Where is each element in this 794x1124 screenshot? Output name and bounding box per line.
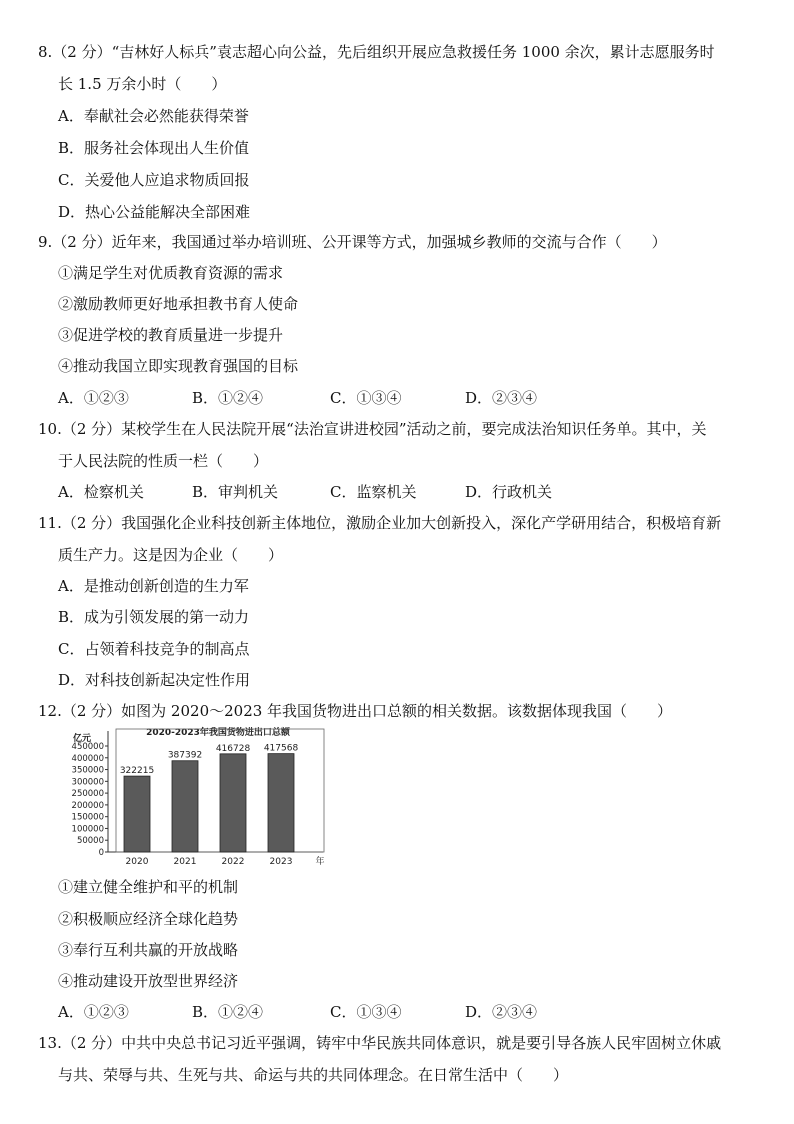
q10-stem-line1: 10.（2 分）某校学生在人民法院开展“法治宣讲进校园”活动之前，要完成法治知识任务单。其中，关: [38, 420, 707, 438]
y-tick-label-9: 0: [98, 848, 104, 858]
q9-statement-3: ③促进学校的教育质量进一步提升: [58, 326, 284, 344]
q10-choice-a[interactable]: A．检察机关: [58, 483, 144, 501]
y-tick-label-4: 250000: [71, 789, 104, 800]
q9-statement-2: ②激励教师更好地承担教书育人使命: [58, 295, 299, 313]
q8-stem-line1: 8.（2 分）“吉林好人标兵”袁志超心向公益，先后组织开展应急救援任务 1000 余次，累计志愿服务时: [38, 43, 715, 61]
bar-data-label-2020: 322215: [119, 766, 155, 777]
y-tick-label-0: 450000: [71, 742, 104, 752]
q9-choice-a[interactable]: A．①②③: [58, 389, 129, 407]
bar-2020: [124, 776, 150, 852]
bar-data-label-2022: 416728: [215, 743, 251, 754]
q12-statement-3: ③奉行互利共赢的开放战略: [58, 941, 239, 959]
x-tick-label-2021: 2021: [173, 857, 197, 867]
bar-data-label-2021: 387392: [167, 750, 203, 761]
q10-choice-b[interactable]: B．审判机关: [192, 483, 279, 501]
y-tick-label-6: 150000: [71, 812, 104, 823]
y-tick-label-8: 50000: [76, 836, 104, 847]
q9-statement-4: ④推动我国立即实现教育强国的目标: [58, 357, 299, 375]
q8-stem-line2: 长 1.5 万余小时（ ）: [58, 75, 227, 93]
bar-data-label-2023: 417568: [263, 743, 299, 754]
chart-title: 2020-2023年我国货物进出口总额: [146, 728, 290, 738]
chart-y-unit-label: 亿元: [72, 734, 92, 744]
bar-2021: [172, 761, 198, 852]
x-tick-label-2023: 2023: [269, 857, 293, 867]
q11-stem-line1: 11.（2 分）我国强化企业科技创新主体地位，激励企业加大创新投入，深化产学研用结合，积极培育新: [38, 514, 722, 532]
q12-choice-b[interactable]: B．①②④: [192, 1003, 264, 1021]
q8-option-b[interactable]: B．服务社会体现出人生价值: [58, 139, 250, 157]
q12-stem: 12.（2 分）如图为 2020～2023 年我国货物进出口总额的相关数据。该数据体现我国（ ）: [38, 702, 673, 720]
q9-choice-d[interactable]: D．②③④: [465, 389, 538, 407]
q12-choice-c[interactable]: C．①③④: [330, 1003, 402, 1021]
q11-option-c[interactable]: C．占领着科技竞争的制高点: [58, 640, 250, 658]
trade-volume-bar-chart: [58, 726, 328, 868]
y-tick-label-1: 400000: [71, 753, 104, 764]
q8-option-d[interactable]: D．热心公益能解决全部困难: [58, 203, 251, 221]
q12-statement-2: ②积极顺应经济全球化趋势: [58, 910, 239, 928]
y-tick-label-2: 350000: [71, 765, 104, 776]
q8-option-c[interactable]: C．关爱他人应追求物质回报: [58, 171, 250, 189]
q9-statement-1: ①满足学生对优质教育资源的需求: [58, 264, 284, 282]
q13-stem-line1: 13.（2 分）中共中央总书记习近平强调，铸牢中华民族共同体意识，就是要引导各族人民牢固树立休戚: [38, 1034, 722, 1052]
q12-choice-a[interactable]: A．①②③: [58, 1003, 129, 1021]
q11-option-b[interactable]: B．成为引领发展的第一动力: [58, 608, 250, 626]
bar-2023: [268, 754, 294, 852]
q11-option-a[interactable]: A．是推动创新创造的生力军: [58, 577, 249, 595]
bar-2022: [220, 754, 246, 852]
q9-choice-c[interactable]: C．①③④: [330, 389, 402, 407]
y-tick-label-5: 200000: [71, 800, 104, 811]
q11-stem-line2: 质生产力。这是因为企业（ ）: [58, 546, 284, 564]
x-tick-label-2020: 2020: [125, 857, 149, 867]
x-tick-label-2022: 2022: [221, 857, 245, 867]
q9-stem: 9.（2 分）近年来，我国通过举办培训班、公开课等方式，加强城乡教师的交流与合作（ ）: [38, 233, 667, 251]
q8-option-a[interactable]: A．奉献社会必然能获得荣誉: [58, 107, 249, 125]
q10-choice-d[interactable]: D．行政机关: [465, 483, 553, 501]
q13-stem-line2: 与共、荣辱与共、生死与共、命运与共的共同体理念。在日常生活中（ ）: [58, 1066, 569, 1084]
q12-statement-1: ①建立健全维护和平的机制: [58, 878, 239, 896]
q12-statement-4: ④推动建设开放型世界经济: [58, 972, 239, 990]
q10-stem-line2: 于人民法院的性质一栏（ ）: [58, 452, 269, 470]
q10-choice-c[interactable]: C．监察机关: [330, 483, 417, 501]
q12-choice-d[interactable]: D．②③④: [465, 1003, 538, 1021]
q9-choice-b[interactable]: B．①②④: [192, 389, 264, 407]
q11-option-d[interactable]: D．对科技创新起决定性作用: [58, 671, 251, 689]
y-tick-label-3: 300000: [71, 777, 104, 788]
y-tick-label-7: 100000: [71, 824, 104, 835]
chart-x-unit-label: 年: [315, 857, 325, 867]
